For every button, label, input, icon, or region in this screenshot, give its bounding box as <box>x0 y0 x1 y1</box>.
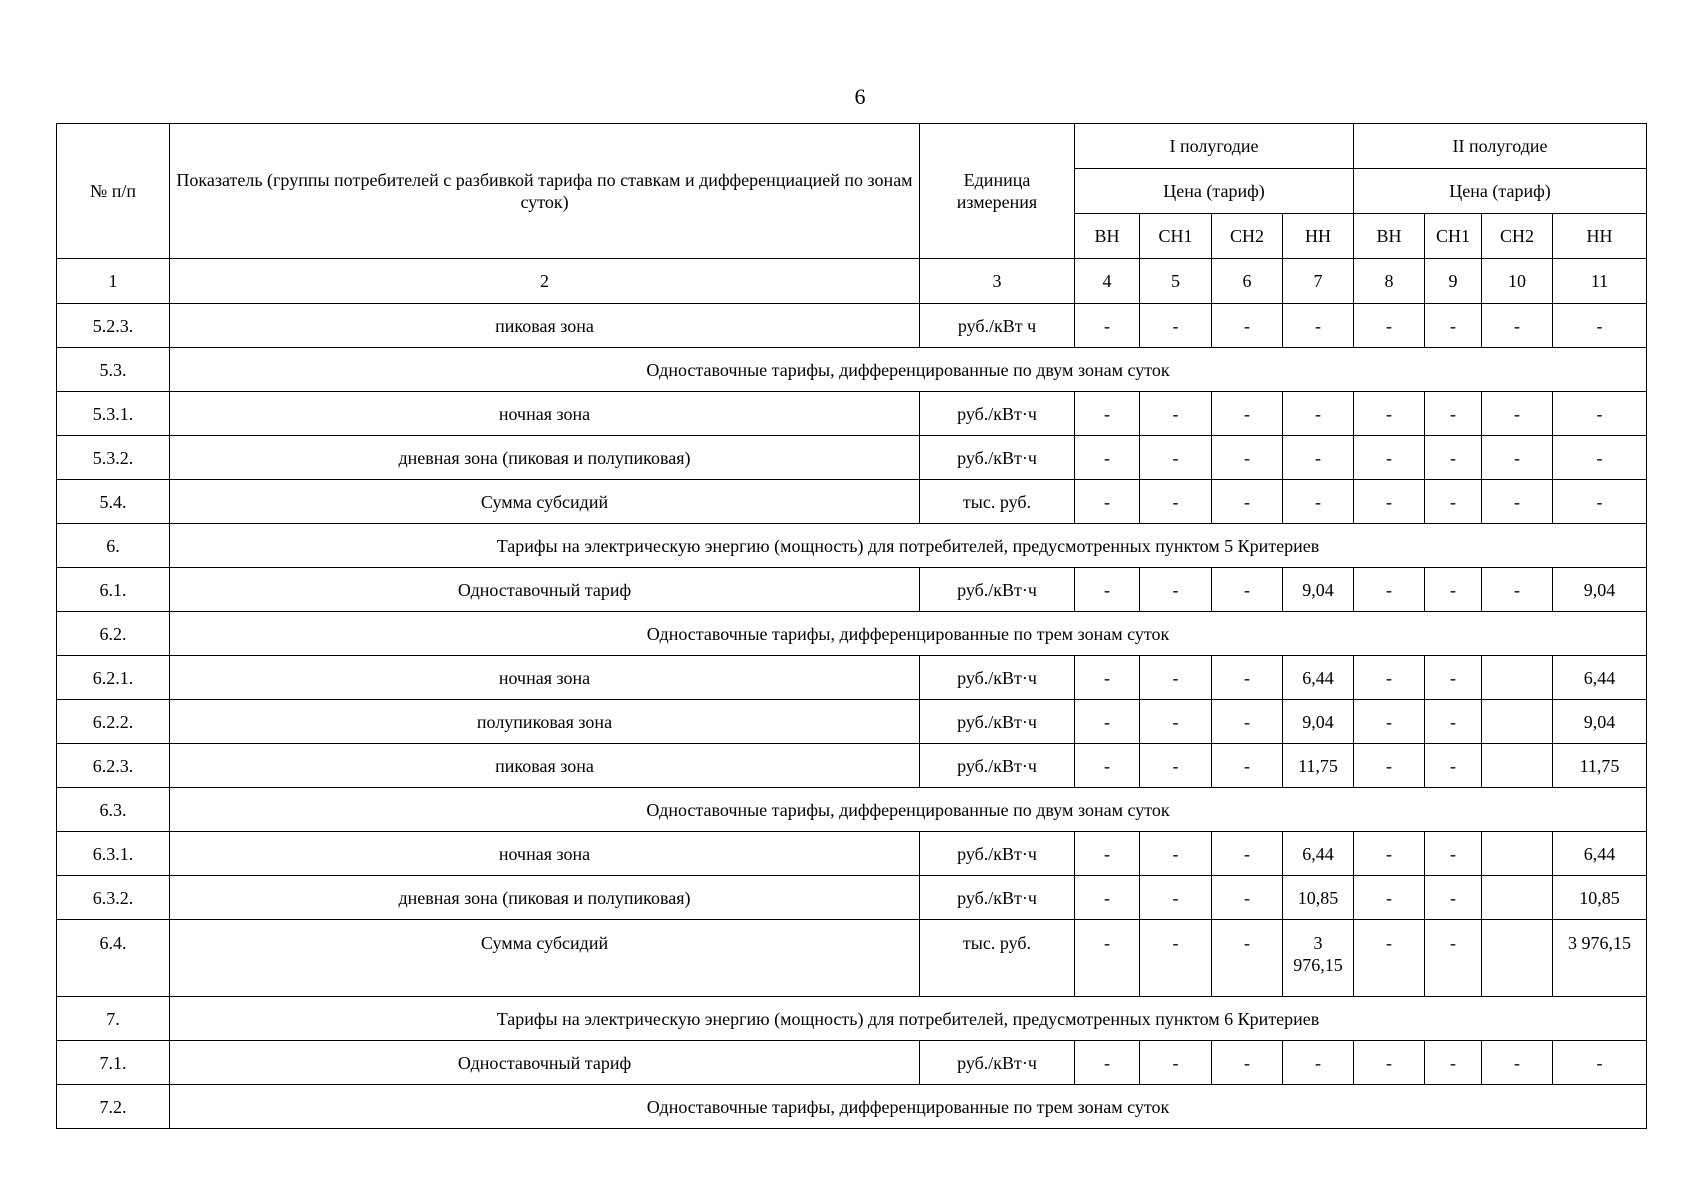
value-cell: - <box>1075 392 1140 436</box>
unit-cell: руб./кВт·ч <box>920 876 1075 920</box>
indicator-name: дневная зона (пиковая и полупиковая) <box>170 876 920 920</box>
header-level: ВН <box>1075 214 1140 259</box>
value-cell: - <box>1283 392 1354 436</box>
value-cell: 6,44 <box>1553 656 1647 700</box>
unit-cell: тыс. руб. <box>920 480 1075 524</box>
value-cell: - <box>1354 480 1425 524</box>
value-cell: - <box>1075 744 1140 788</box>
value-cell: 6,44 <box>1553 832 1647 876</box>
column-number: 10 <box>1482 259 1553 304</box>
table-row <box>57 920 1647 997</box>
header-unit: Единица измерения <box>920 124 1075 259</box>
value-cell: - <box>1140 1041 1212 1085</box>
value-cell: - <box>1075 568 1140 612</box>
value-cell: - <box>1140 920 1212 997</box>
table-row <box>57 700 1647 744</box>
header-number: № п/п <box>57 124 170 259</box>
indicator-name: пиковая зона <box>170 744 920 788</box>
value-cell: 3 976,15 <box>1553 920 1647 997</box>
value-cell: - <box>1075 656 1140 700</box>
row-number: 7. <box>57 997 170 1041</box>
row-number: 5.4. <box>57 480 170 524</box>
table-body <box>57 304 1647 1129</box>
row-number: 6.2.3. <box>57 744 170 788</box>
column-number: 11 <box>1553 259 1647 304</box>
indicator-name: Сумма субсидий <box>170 920 920 997</box>
value-cell: - <box>1283 436 1354 480</box>
row-number: 5.3.1. <box>57 392 170 436</box>
table-header <box>57 124 1647 304</box>
value-cell: - <box>1354 1041 1425 1085</box>
unit-cell: руб./кВт·ч <box>920 832 1075 876</box>
indicator-name: дневная зона (пиковая и полупиковая) <box>170 436 920 480</box>
section-row <box>57 612 1647 656</box>
value-cell: - <box>1075 304 1140 348</box>
value-cell: - <box>1075 436 1140 480</box>
value-cell: - <box>1075 480 1140 524</box>
indicator-name: ночная зона <box>170 392 920 436</box>
indicator-name: полупиковая зона <box>170 700 920 744</box>
value-cell: 6,44 <box>1283 832 1354 876</box>
header-indicator: Показатель (группы потребителей с разбивкой тарифа по ставкам и дифференциацией по зонам суток) <box>170 124 920 259</box>
table-row <box>57 392 1647 436</box>
value-cell: - <box>1075 700 1140 744</box>
header-level: ВН <box>1354 214 1425 259</box>
value-cell: - <box>1075 1041 1140 1085</box>
value-cell: - <box>1425 392 1482 436</box>
value-cell: - <box>1212 568 1283 612</box>
section-row <box>57 1085 1647 1129</box>
value-cell: - <box>1354 700 1425 744</box>
section-title: Одноставочные тарифы, дифференцированные по двум зонам суток <box>170 348 1647 392</box>
value-cell <box>1482 920 1553 997</box>
value-cell: - <box>1354 392 1425 436</box>
value-cell: - <box>1425 832 1482 876</box>
unit-cell: тыс. руб. <box>920 920 1075 997</box>
column-number: 3 <box>920 259 1075 304</box>
tariff-table <box>56 123 1647 1129</box>
row-number: 5.3. <box>57 348 170 392</box>
value-cell: - <box>1212 480 1283 524</box>
value-cell <box>1482 832 1553 876</box>
unit-cell: руб./кВт·ч <box>920 656 1075 700</box>
column-number: 2 <box>170 259 920 304</box>
value-cell: - <box>1140 744 1212 788</box>
value-cell: - <box>1140 700 1212 744</box>
value-cell: - <box>1354 568 1425 612</box>
column-number: 8 <box>1354 259 1425 304</box>
header-half-2: II полугодие <box>1354 124 1647 169</box>
value-cell: - <box>1553 392 1647 436</box>
row-number: 6.2. <box>57 612 170 656</box>
value-cell: - <box>1140 392 1212 436</box>
row-number: 5.3.2. <box>57 436 170 480</box>
value-cell: 11,75 <box>1553 744 1647 788</box>
value-cell: - <box>1354 656 1425 700</box>
row-number: 7.2. <box>57 1085 170 1129</box>
value-cell: - <box>1425 876 1482 920</box>
value-cell: 9,04 <box>1553 568 1647 612</box>
value-cell: - <box>1140 480 1212 524</box>
value-cell: - <box>1283 480 1354 524</box>
section-title: Одноставочные тарифы, дифференцированные по трем зонам суток <box>170 1085 1647 1129</box>
indicator-name: ночная зона <box>170 832 920 876</box>
value-cell: 9,04 <box>1283 568 1354 612</box>
value-cell: - <box>1425 920 1482 997</box>
value-cell: - <box>1140 304 1212 348</box>
value-cell: - <box>1354 832 1425 876</box>
value-cell: - <box>1482 568 1553 612</box>
value-cell: - <box>1425 656 1482 700</box>
value-cell: - <box>1212 876 1283 920</box>
value-cell: - <box>1425 304 1482 348</box>
column-number: 6 <box>1212 259 1283 304</box>
table-row <box>57 744 1647 788</box>
row-number: 6.4. <box>57 920 170 997</box>
value-cell: - <box>1140 436 1212 480</box>
value-cell: - <box>1553 304 1647 348</box>
value-cell: - <box>1212 304 1283 348</box>
header-level: СН1 <box>1425 214 1482 259</box>
page-number: 6 <box>854 84 866 109</box>
value-cell: - <box>1212 744 1283 788</box>
value-cell: - <box>1212 392 1283 436</box>
unit-cell: руб./кВт·ч <box>920 700 1075 744</box>
value-cell: - <box>1212 700 1283 744</box>
indicator-name: пиковая зона <box>170 304 920 348</box>
header-level: НН <box>1283 214 1354 259</box>
value-cell <box>1482 876 1553 920</box>
row-number: 6.3. <box>57 788 170 832</box>
header-level: СН1 <box>1140 214 1212 259</box>
section-row <box>57 524 1647 568</box>
value-cell: - <box>1140 876 1212 920</box>
value-cell: 9,04 <box>1553 700 1647 744</box>
table-row <box>57 832 1647 876</box>
row-number: 5.2.3. <box>57 304 170 348</box>
row-number: 6.1. <box>57 568 170 612</box>
value-cell <box>1482 656 1553 700</box>
indicator-name: Сумма субсидий <box>170 480 920 524</box>
header-level: НН <box>1553 214 1647 259</box>
header-price-2: Цена (тариф) <box>1354 169 1647 214</box>
value-cell <box>1482 744 1553 788</box>
header-half-1: I полугодие <box>1075 124 1354 169</box>
indicator-name: ночная зона <box>170 656 920 700</box>
value-cell: - <box>1140 568 1212 612</box>
value-cell: - <box>1212 832 1283 876</box>
unit-cell: руб./кВт·ч <box>920 392 1075 436</box>
table-row <box>57 436 1647 480</box>
unit-cell: руб./кВт·ч <box>920 1041 1075 1085</box>
value-cell: - <box>1425 744 1482 788</box>
value-cell: - <box>1482 436 1553 480</box>
indicator-name: Одноставочный тариф <box>170 1041 920 1085</box>
value-cell: 9,04 <box>1283 700 1354 744</box>
value-cell: 6,44 <box>1283 656 1354 700</box>
column-number: 7 <box>1283 259 1354 304</box>
value-cell: - <box>1212 436 1283 480</box>
value-cell: - <box>1354 744 1425 788</box>
section-title: Тарифы на электрическую энергию (мощность) для потребителей, предусмотренных пунктом 6 Критериев <box>170 997 1647 1041</box>
value-cell <box>1482 700 1553 744</box>
value-cell: - <box>1482 1041 1553 1085</box>
value-cell: - <box>1553 1041 1647 1085</box>
column-number: 4 <box>1075 259 1140 304</box>
section-row <box>57 348 1647 392</box>
row-number: 6.2.2. <box>57 700 170 744</box>
value-cell: - <box>1212 656 1283 700</box>
table-row <box>57 1041 1647 1085</box>
value-cell: - <box>1553 480 1647 524</box>
value-cell: - <box>1283 304 1354 348</box>
row-number: 6.2.1. <box>57 656 170 700</box>
header-level: СН2 <box>1212 214 1283 259</box>
table-row <box>57 480 1647 524</box>
value-cell: - <box>1425 700 1482 744</box>
section-title: Одноставочные тарифы, дифференцированные по трем зонам суток <box>170 612 1647 656</box>
value-cell: - <box>1140 656 1212 700</box>
column-number: 1 <box>57 259 170 304</box>
value-cell: - <box>1482 392 1553 436</box>
section-title: Тарифы на электрическую энергию (мощность) для потребителей, предусмотренных пунктом 5 Критериев <box>170 524 1647 568</box>
value-cell: - <box>1553 436 1647 480</box>
value-cell: - <box>1482 480 1553 524</box>
value-cell: - <box>1354 876 1425 920</box>
value-cell: - <box>1140 832 1212 876</box>
section-title: Одноставочные тарифы, дифференцированные по двум зонам суток <box>170 788 1647 832</box>
unit-cell: руб./кВт·ч <box>920 436 1075 480</box>
header-price-1: Цена (тариф) <box>1075 169 1354 214</box>
value-cell: - <box>1212 920 1283 997</box>
section-row <box>57 997 1647 1041</box>
column-number: 5 <box>1140 259 1212 304</box>
indicator-name: Одноставочный тариф <box>170 568 920 612</box>
value-cell: - <box>1075 876 1140 920</box>
unit-cell: руб./кВт·ч <box>920 744 1075 788</box>
value-cell: - <box>1425 480 1482 524</box>
row-number: 6. <box>57 524 170 568</box>
table-row <box>57 568 1647 612</box>
value-cell: 11,75 <box>1283 744 1354 788</box>
value-cell: - <box>1354 436 1425 480</box>
value-cell: - <box>1425 568 1482 612</box>
value-cell: - <box>1425 1041 1482 1085</box>
value-cell: - <box>1354 920 1425 997</box>
header-level: СН2 <box>1482 214 1553 259</box>
value-cell: - <box>1354 304 1425 348</box>
value-cell: - <box>1212 1041 1283 1085</box>
unit-cell: руб./кВт·ч <box>920 568 1075 612</box>
row-number: 6.3.2. <box>57 876 170 920</box>
value-cell: - <box>1425 436 1482 480</box>
table-row <box>57 656 1647 700</box>
value-cell: - <box>1482 304 1553 348</box>
value-cell: - <box>1283 1041 1354 1085</box>
unit-cell: руб./кВт ч <box>920 304 1075 348</box>
value-cell: 10,85 <box>1553 876 1647 920</box>
value-cell: - <box>1075 920 1140 997</box>
value-cell: 3 976,15 <box>1283 920 1354 997</box>
table-row <box>57 876 1647 920</box>
row-number: 7.1. <box>57 1041 170 1085</box>
table-row <box>57 304 1647 348</box>
column-number: 9 <box>1425 259 1482 304</box>
section-row <box>57 788 1647 832</box>
row-number: 6.3.1. <box>57 832 170 876</box>
value-cell: 10,85 <box>1283 876 1354 920</box>
value-cell: - <box>1075 832 1140 876</box>
